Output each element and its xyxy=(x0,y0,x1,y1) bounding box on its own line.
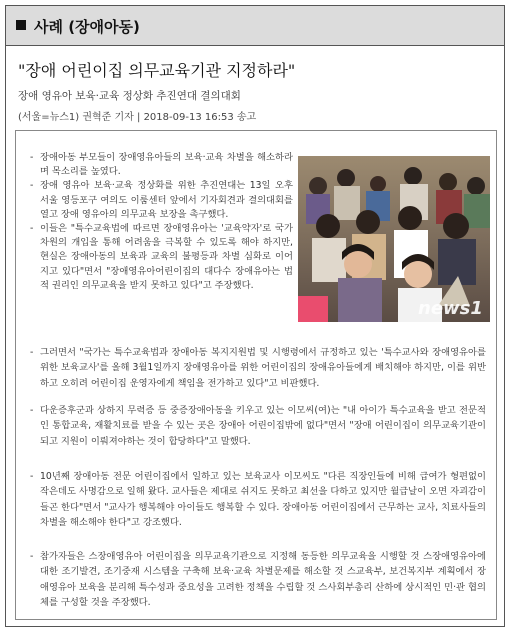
paragraph-block xyxy=(28,469,486,530)
article-headline: "장애 어린이집 의무교육기관 지정하라" xyxy=(18,61,296,80)
square-bullet-icon xyxy=(16,20,26,30)
watermark-text: news1 xyxy=(418,298,483,319)
news-photo xyxy=(298,156,490,322)
paragraph: - 이들은 "특수교육법에 따르면 장애영유아는 '교육약자'로 국가 차원의 개입을 통해 어려움을 극복할 수 있도록 해야 하지만, 현실은 장애아동의 보육과 교육의 불평등과 차별 심화로 이어지고 있다"면서 "장애영유아어린이집의 대다수 장애유아는 법적 권리인 의무교육을 받지 못하고 있다"고 주장했다. xyxy=(28,222,293,293)
protest-photo-image xyxy=(298,156,490,322)
paragraph: - 그러면서 "국가는 특수교육법과 장애아동 복지지원법 및 시행령에서 규정하고 있는 '특수교사와 장애영유아를 위한 보육교사'를 올해 3월1일까지 장애영유아를 위한 어린이집의 장애유아들에게 배치해야 하지만, 이를 위반하고 오히려 어린이집 운영자에게 책임을 전가하고 있다"고 비판했다. xyxy=(28,345,486,391)
article-subhead: 장애 영유아 보육·교육 정상화 추진연대 결의대회 xyxy=(18,90,241,102)
paragraph: - 참가자들은 스장애영유아 어린이집을 의무교육기관으로 지정해 동등한 의무교육을 시행할 것 스장애영유아에 대한 조기발견, 조기중재 시스템을 구축해 보육·교육 차별문제를 해소할 것 스교육부, 보건복지부 계획에서 장애영유아 보육을 분리해 특수성과 중요성을 고려한 정책을 수립할 것 스사회부총리 산하에 상시적인 민·관 협의체를 구성할 것을 주장했다. xyxy=(28,549,486,610)
paragraph-block xyxy=(28,403,486,449)
paragraph-block xyxy=(28,549,486,610)
article-body xyxy=(15,130,497,620)
paragraph-block xyxy=(28,345,486,391)
case-frame xyxy=(5,5,505,627)
paragraph: - 다운증후군과 상하지 무력증 등 중증장애아동을 키우고 있는 이모씨(여)는 "내 아이가 특수교육을 받고 전문적인 통합교육, 재활치료를 받을 수 있는 곳은 장애아 어린이집밖에 없다"면서 "장애 어린이집이 의무교육기관이 되고 지원이 이뤄져야하는 것이 합당하다"고 말했다. xyxy=(28,403,486,449)
paragraph: - 10년째 장애아동 전문 어린이집에서 일하고 있는 보육교사 이모씨도 "다른 직장인들에 비해 급여가 형편없이 작은데도 사명감으로 일해 왔다. 교사들은 제대로 쉬지도 못하고 최선을 다하고 있지만 월급날이 오면 자괴감이 들곤 한다"면서 "교사가 행복해야 아이들도 행복할 수 있다. 장애아동 어린이집에서 근무하는 교사, 치료사들의 차별을 해소해야 한다"고 강조했다. xyxy=(28,469,486,530)
section-title: 사례 (장애아동) xyxy=(34,18,140,36)
section-header xyxy=(6,6,504,46)
paragraph: - 장애아동 부모들이 장애영유아들의 보육·교육 차별을 해소하라며 목소리를 높였다. xyxy=(28,151,293,179)
article-byline: (서울=뉴스1) 권혁준 기자 | 2018-09-13 16:53 송고 xyxy=(18,112,257,123)
paragraph: - 장애 영유아 보육·교육 정상화를 위한 추진연대는 13일 오후 서울 영등포구 여의도 이룸센터 앞에서 기자회견과 결의대회를 열고 장애 영유아의 의무교육 보장을 촉구했다. xyxy=(28,179,293,222)
left-column xyxy=(28,151,293,293)
